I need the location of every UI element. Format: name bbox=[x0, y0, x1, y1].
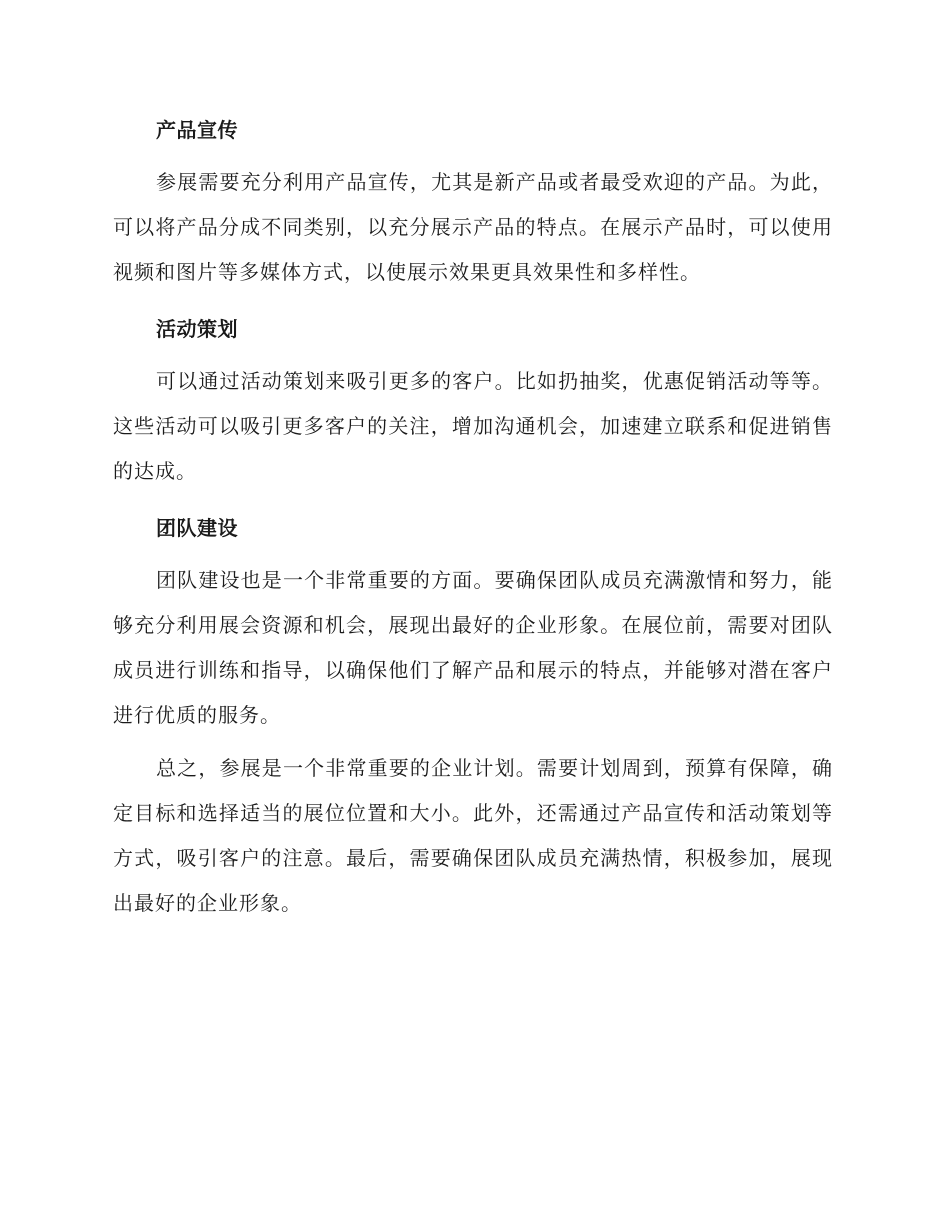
document-body bbox=[113, 108, 833, 926]
section-paragraph-event-planning: 可以通过活动策划来吸引更多的客户。比如扔抽奖，优惠促销活动等等。这些活动可以吸引更多客户的关注，增加沟通机会，加速建立联系和促进销售的达成。 bbox=[113, 369, 833, 483]
section-heading-team-building: 团队建设 bbox=[156, 516, 238, 540]
section-paragraph-team-building: 团队建设也是一个非常重要的方面。要确保团队成员充满激情和努力，能够充分利用展会资源和机会，展现出最好的企业形象。在展位前，需要对团队成员进行训练和指导，以确保他们了解产品和展示的特点，并能够对潜在客户进行优质的服务。 bbox=[113, 568, 833, 727]
section-heading-product-promotion: 产品宣传 bbox=[156, 118, 238, 142]
section-paragraph-product-promotion: 参展需要充分利用产品宣传，尤其是新产品或者最受欢迎的产品。为此，可以将产品分成不同类别，以充分展示产品的特点。在展示产品时，可以使用视频和图片等多媒体方式，以使展示效果更具效果性和多样性。 bbox=[113, 170, 833, 284]
section-heading-event-planning: 活动策划 bbox=[156, 317, 238, 341]
conclusion-paragraph: 总之，参展是一个非常重要的企业计划。需要计划周到，预算有保障，确定目标和选择适当的展位位置和大小。此外，还需通过产品宣传和活动策划等方式，吸引客户的注意。最后，需要确保团队成员充满热情，积极参加，展现出最好的企业形象。 bbox=[113, 756, 833, 915]
